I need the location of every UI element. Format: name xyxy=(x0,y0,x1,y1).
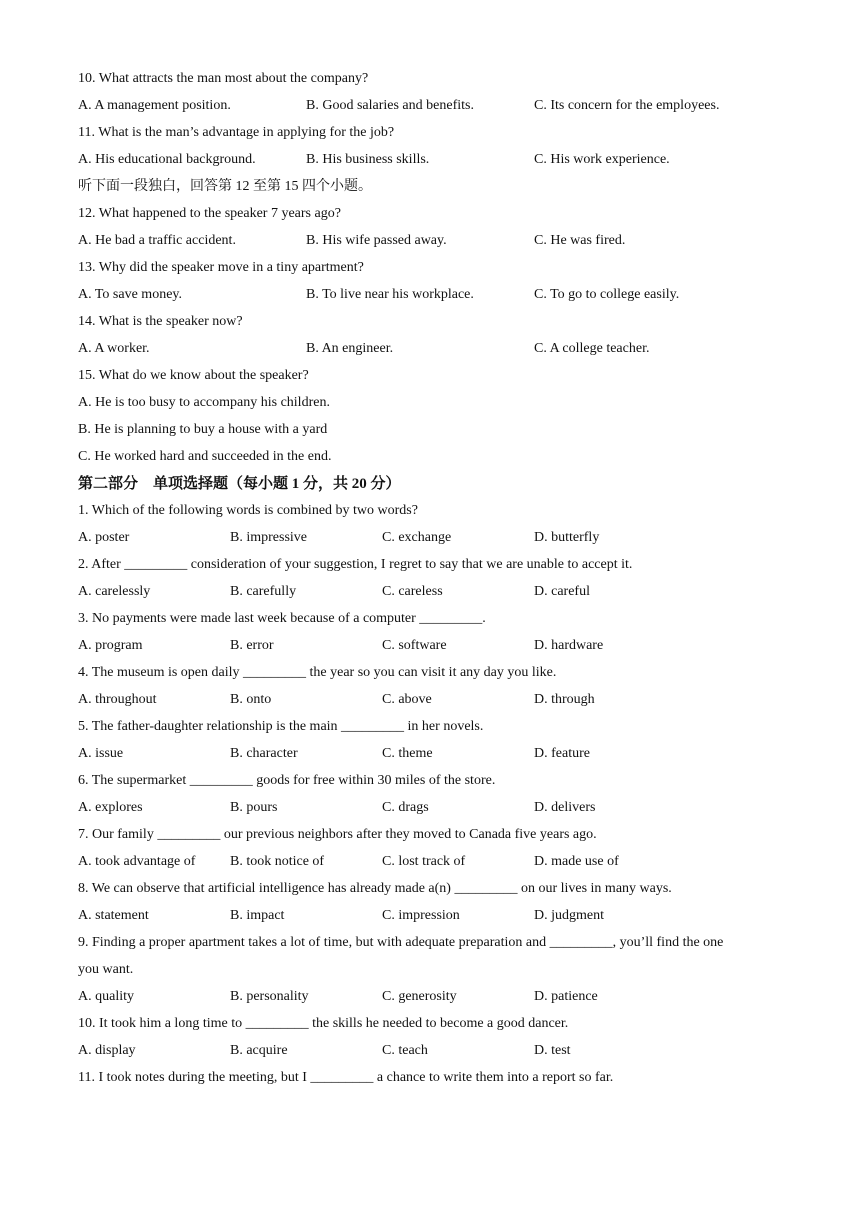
question-14-option-a: A. A worker. xyxy=(78,341,150,356)
p2-question-6-option-b: B. pours xyxy=(230,800,278,815)
p2-question-4-option-b: B. onto xyxy=(230,692,272,707)
p2-question-4-option-a: A. throughout xyxy=(78,692,157,707)
question-10-option-a: A. A management position. xyxy=(78,98,231,113)
question-15-option-b: B. He is planning to buy a house with a yard xyxy=(78,422,328,437)
question-12-text: 12. What happened to the speaker 7 years ago? xyxy=(78,206,341,221)
p2-question-6-option-c: C. drags xyxy=(382,800,429,815)
p2-question-6-option-d: D. delivers xyxy=(534,800,596,815)
p2-question-10-option-a: A. display xyxy=(78,1043,136,1058)
p2-question-1-text: 1. Which of the following words is combined by two words? xyxy=(78,503,418,518)
p2-question-9-option-c: C. generosity xyxy=(382,989,457,1004)
p2-question-8-option-d: D. judgment xyxy=(534,908,604,923)
p2-question-7-option-b: B. took notice of xyxy=(230,854,325,869)
p2-question-7-text: 7. Our family _________ our previous neighbors after they moved to Canada five years ago. xyxy=(78,827,597,842)
monologue-instruction: 听下面一段独白，回答第 12 至第 15 四个小题。 xyxy=(78,179,372,194)
p2-question-8-option-c: C. impression xyxy=(382,908,460,923)
question-13-text: 13. Why did the speaker move in a tiny apartment? xyxy=(78,260,364,275)
p2-question-9-text-line1: 9. Finding a proper apartment takes a lot of time, but with adequate preparation and _________, you’ll find the one xyxy=(78,935,724,950)
p2-question-8-option-a: A. statement xyxy=(78,908,149,923)
p2-question-2-option-d: D. careful xyxy=(534,584,590,599)
question-14-option-b: B. An engineer. xyxy=(306,341,394,356)
p2-question-5-text: 5. The father-daughter relationship is the main _________ in her novels. xyxy=(78,719,484,734)
p2-question-6-option-a: A. explores xyxy=(78,800,143,815)
p2-question-5-option-d: D. feature xyxy=(534,746,590,761)
p2-question-3-option-b: B. error xyxy=(230,638,274,653)
question-14-text: 14. What is the speaker now? xyxy=(78,314,243,329)
question-12-option-b: B. His wife passed away. xyxy=(306,233,447,248)
question-12-option-c: C. He was fired. xyxy=(534,233,626,248)
p2-question-8-option-b: B. impact xyxy=(230,908,285,923)
p2-question-7-option-a: A. took advantage of xyxy=(78,854,196,869)
p2-question-1-option-d: D. butterfly xyxy=(534,530,600,545)
p2-question-3-option-d: D. hardware xyxy=(534,638,604,653)
p2-question-1-option-a: A. poster xyxy=(78,530,130,545)
p2-question-4-option-d: D. through xyxy=(534,692,595,707)
p2-question-11-text: 11. I took notes during the meeting, but I _________ a chance to write them into a report so far. xyxy=(78,1070,614,1085)
p2-question-5-option-a: A. issue xyxy=(78,746,124,761)
p2-question-2-option-a: A. carelessly xyxy=(78,584,151,599)
question-11-text: 11. What is the man’s advantage in applying for the job? xyxy=(78,125,395,140)
p2-question-10-option-d: D. test xyxy=(534,1043,571,1058)
p2-question-3-option-c: C. software xyxy=(382,638,447,653)
p2-question-5-option-b: B. character xyxy=(230,746,298,761)
p2-question-7-option-d: D. made use of xyxy=(534,854,619,869)
question-15-option-c: C. He worked hard and succeeded in the end. xyxy=(78,449,332,464)
question-13-option-a: A. To save money. xyxy=(78,287,183,302)
p2-question-1-option-b: B. impressive xyxy=(230,530,307,545)
p2-question-10-text: 10. It took him a long time to _________ the skills he needed to become a good dancer. xyxy=(78,1016,569,1031)
question-12-option-a: A. He bad a traffic accident. xyxy=(78,233,236,248)
p2-question-2-option-b: B. carefully xyxy=(230,584,297,599)
p2-question-4-text: 4. The museum is open daily _________ the year so you can visit it any day you like. xyxy=(78,665,557,680)
part2-heading: 第二部分 单项选择题（每小题 1 分，共 20 分） xyxy=(78,476,401,492)
p2-question-4-option-c: C. above xyxy=(382,692,432,707)
p2-question-9-option-d: D. patience xyxy=(534,989,598,1004)
question-10-option-b: B. Good salaries and benefits. xyxy=(306,98,474,113)
p2-question-2-option-c: C. careless xyxy=(382,584,443,599)
question-11-option-a: A. His educational background. xyxy=(78,152,256,167)
question-15-option-a: A. He is too busy to accompany his children. xyxy=(78,395,330,410)
question-11-option-c: C. His work experience. xyxy=(534,152,670,167)
p2-question-9-option-b: B. personality xyxy=(230,989,309,1004)
p2-question-5-option-c: C. theme xyxy=(382,746,433,761)
p2-question-3-text: 3. No payments were made last week because of a computer _________. xyxy=(78,611,486,626)
p2-question-10-option-b: B. acquire xyxy=(230,1043,288,1058)
p2-question-6-text: 6. The supermarket _________ goods for free within 30 miles of the store. xyxy=(78,773,496,788)
question-14-option-c: C. A college teacher. xyxy=(534,341,650,356)
p2-question-9-text-line2: you want. xyxy=(78,962,134,977)
p2-question-2-text: 2. After _________ consideration of your suggestion, I regret to say that we are unable to accept it. xyxy=(78,557,633,572)
p2-question-3-option-a: A. program xyxy=(78,638,143,653)
p2-question-10-option-c: C. teach xyxy=(382,1043,428,1058)
p2-question-8-text: 8. We can observe that artificial intelligence has already made a(n) _________ on our lives in many ways. xyxy=(78,881,672,896)
question-10-text: 10. What attracts the man most about the company? xyxy=(78,71,369,86)
question-13-option-b: B. To live near his workplace. xyxy=(306,287,474,302)
p2-question-9-option-a: A. quality xyxy=(78,989,134,1004)
p2-question-1-option-c: C. exchange xyxy=(382,530,452,545)
question-15-text: 15. What do we know about the speaker? xyxy=(78,368,309,383)
question-13-option-c: C. To go to college easily. xyxy=(534,287,680,302)
p2-question-7-option-c: C. lost track of xyxy=(382,854,466,869)
question-11-option-b: B. His business skills. xyxy=(306,152,430,167)
question-10-option-c: C. Its concern for the employees. xyxy=(534,98,720,113)
